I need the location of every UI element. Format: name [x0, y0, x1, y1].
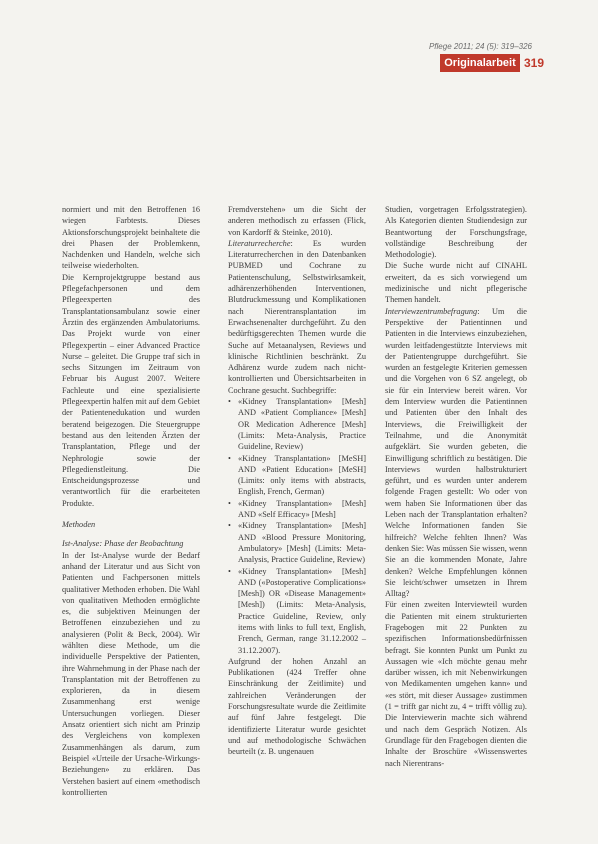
text-column-1	[62, 204, 200, 798]
inline-subheading: Interviewzentrumbefragung	[385, 306, 478, 316]
journal-reference: Pflege 2011; 24 (5): 319–326	[428, 42, 532, 51]
paragraph-text: : Um die Perspektive der Patientinnen und Patienten in die Interviews einzubeziehen, wurden leitfadengestützte Interviews mit der Patientengruppe durchgeführt. Sie wurden an festgelegte Kriterien gemessen und die Vorgehen von 6 SZ angelegt, ob sie für ein Interview bereit wären. Vor dem Interview wurden die Patientinnen und Patienten über den Inhalt des Interviews, die Freiwilligkeit der Teilnahme, und die Anonymität aufgeklärt. Sie wurden gebeten, die Einwilligung schriftlich zu bestätigen. Die Interviews wurden halbstrukturiert geführt, und es wurden unter anderem folgende Fragen gestellt: Wo oder von wem haben Sie Informationen über das Leben nach der Transplantation erhalten? Welche Informationen fanden Sie hilfreich? Welche fehlten Ihnen? Was denken Sie: Was müssen Sie wissen, wenn Sie an die kommenden Monate, Jahre denken? Welche Empfehlungen können Sie leicht/schwer umsetzen in Ihrem Alltag?	[385, 306, 527, 599]
list-item: • «Kidney Transplantation» [Mesh] AND («Postoperative Complications» [Mesh]) OR «Disease Management» [Mesh]) (Limits: Meta-Analysis, Practice Guideline, Review, only items with links to full text, English, French, German, range 31.12.2002 – 31.12.2007).	[228, 566, 366, 656]
section-label: Originalarbeit	[440, 54, 520, 72]
paragraph	[228, 238, 366, 396]
paragraph-text: : Es wurden Literaturrecherchen in den Datenbanken PUBMED und Cochrane zu Patientenschulung, Selbstwirksamkeit, adhärenzerhöhenden Interventionen, Blutdruckmessung und Komplikationen nach Nierentransplantation im Erwachsenenalter durchgeführt. Zu den bedürftigsgerechten Themen wurde die Suche auf Metaanalysen, Reviews und klinische Richtlinien beschränkt. Zu Adhärenz wurde zudem nach nicht-kontrollierten und Übersichtsarbeiten in Cochrane gesucht. Suchbegriffe:	[228, 238, 366, 395]
text-column-2	[228, 204, 366, 758]
paragraph: Die Suche wurde nicht auf CINAHL erweitert, da es sich vorwiegend um medizinische und nicht pflegerische Themen handelt.	[385, 261, 527, 305]
paragraph: Die Kernprojektgruppe bestand aus Pflegefachpersonen und dem Pflegeexperten des Transplantationsambulanz sowie einer Ärztin des ergänzenden Ambulatoriums. Das Projekt wurde von einer Pflegexpertin – einer Advanced Practice Nurse – geleitet. Die Gruppe traf sich in sechs Sitzungen im Zeitraum von Februar bis August 2007. Weitere Fachleute und eine spezialisierte Pflegeexpertin halfen mit auf dem Gebiet der Patientenedukation und wurden beratend beigezogen. Die Steuergruppe bestand aus den leitenden Ärzten der Transplantation, Pflege und der Nephrologie sowie der Pflegedienstleitung. Die Entscheidungsprozesse und verantwortlich für die erarbeiteten Produkte.	[62, 272, 200, 508]
text-column-3	[385, 204, 527, 769]
list-item: • «Kidney Transplantation» [MeSH] AND «Patient Education» [MeSH] (Limits: only items with abstracts, English, French, German)	[228, 453, 366, 498]
paragraph: normiert und mit den Betroffenen 16 wiegen Farbtests. Dieses Aktionsforschungsprojekt beinhaltete die drei Phasen der Problemkenn, Nachdenken und Handeln, welche sich teilweise wiederholten.	[62, 205, 200, 271]
list-item: • «Kidney Transplantation» [Mesh] AND «Patient Compliance» [Mesh] OR Medication Adherence [Mesh] (Limits: Meta-Analysis, Practice Guideline, Review)	[228, 396, 366, 452]
paragraph: Studien, vorgetragen Erfolgsstrategien). Als Kategorien dienten Studiendesign zur Beantwortung der Forschungsfrage, vollständige Beschreibung der Methodologie).	[385, 205, 527, 260]
list-item: • «Kidney Transplantation» [Mesh] AND «Self Efficacy» [Mesh]	[228, 498, 366, 521]
subsection-heading: Ist-Analyse: Phase der Beobachtung	[62, 539, 184, 549]
page-number: 319	[524, 56, 545, 70]
paragraph: Fremdverstehen» um die Sicht der anderen methodisch zu erfassen (Flick, von Kardorff & Steinke, 2010).	[228, 205, 366, 237]
paragraph: Für einen zweiten Interviewteil wurden die Patienten mit einem strukturierten Fragebogen mit 22 Punkten zu spezifischen Informationsbedürfnissen befragt. Sie konnten Punkt um Punkt zu Aussagen wie «Ich möchte genau mehr darüber wissen, ich mit Nebenwirkungen von Medikamenten umgehen kann» und «es stört, mit dieser Aussage» zustimmen (1 = trifft gar nicht zu, 4 = trifft völlig zu). Die Interviewerin machte sich während und nach dem Gespräch Notizen. Als Grundlage für den Fragebogen dienten die Inhalte der Broschüre «Wissenswertes nach Nierentrans-	[385, 600, 527, 768]
search-terms-list	[228, 396, 366, 656]
section-heading-methods: Methoden	[62, 520, 96, 530]
inline-subheading: Literaturrecherche	[228, 238, 291, 248]
paragraph: Aufgrund der hohen Anzahl an Publikationen (424 Treffer ohne Einschränkung der Zeitlimite) und zahlreichen Veränderungen der Forschungsresultate wurde die Zeitlimite auf fünf Jahre festgelegt. Die identifizierte Literatur wurde gesichtet und auf methodologische Schwächen beurteilt (z. B. ungenauen	[228, 656, 366, 757]
list-item: • «Kidney Transplantation» [Mesh] AND «Blood Pressure Monitoring, Ambulatory» [Mesh] (Limits: Meta-Analysis, Practice Guideline, Review)	[228, 520, 366, 565]
paragraph	[385, 306, 527, 600]
paragraph: In der Ist-Analyse wurde der Bedarf anhand der Literatur und aus Sicht von Patienten und Fachpersonen mittels qualitativer Methoden erhoben. Die Wahl von qualitativen Methoden ermöglichte es, die subjektiven Meinungen der Betroffenen einzubeziehen und zu analysieren (Polit & Beck, 2004). Wir wählten diese Methode, um die individuelle Perspektive der Patienten, ihre Wahrnehmung in der Phase nach der Transplantation mit der Betroffenen zu explorieren, da in diesem Zusammenhang erst wenige Untersuchungen vorliegen. Dieser Ansatz orientiert sich nicht am Prinzip des Vergleichens von komplexen Zusammenhängen als darum, zum Beispiel «Urteile der Ursache-Wirkungs-Beziehungen» zu erklären. Das Verstehen basiert auf einem «methodisch kontrollierten	[62, 550, 200, 797]
